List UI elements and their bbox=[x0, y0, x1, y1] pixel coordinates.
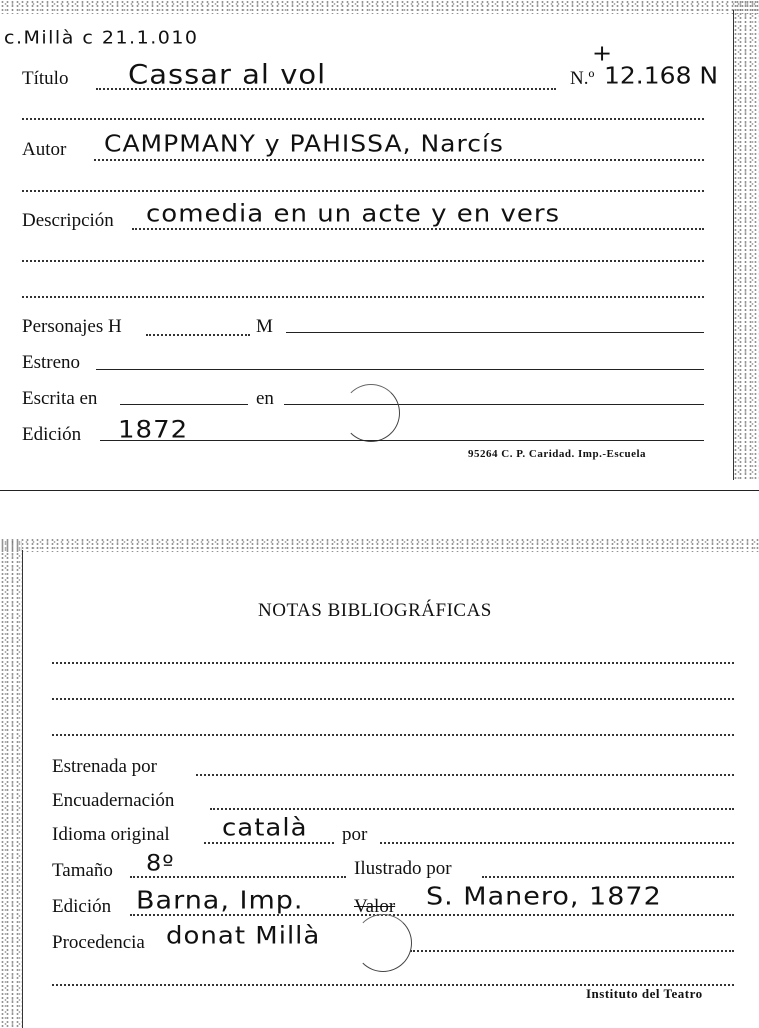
edicion2-value: Barna, Imp. bbox=[136, 886, 304, 915]
descripcion-value: comedia en un acte y en vers bbox=[146, 200, 561, 228]
autor-value: CAMPMANY y PAHISSA, Narcís bbox=[104, 130, 504, 157]
tamano-label: Tamaño bbox=[52, 860, 113, 881]
edicion-value: 1872 bbox=[118, 416, 189, 444]
autor-line bbox=[94, 159, 704, 161]
ilustrado-line bbox=[482, 876, 734, 878]
scan-edge-top bbox=[0, 0, 759, 14]
printer-imprint: 95264 C. P. Caridad. Imp.-Escuela bbox=[468, 448, 647, 460]
personajes-m-line bbox=[286, 332, 704, 333]
escrita-line bbox=[120, 404, 248, 405]
procedencia-label: Procedencia bbox=[52, 932, 145, 953]
titulo-line-2 bbox=[22, 118, 704, 120]
card1-right-border bbox=[733, 10, 734, 480]
idioma-por-label: por bbox=[342, 824, 368, 845]
encuadernacion-label: Encuadernación bbox=[52, 790, 175, 811]
edicion-label: Edición bbox=[22, 424, 82, 445]
procedencia-line bbox=[410, 950, 734, 952]
personajes-h-line bbox=[146, 334, 250, 336]
estrenada-line bbox=[196, 774, 734, 776]
autor-line-2 bbox=[22, 190, 704, 192]
edicion2-line bbox=[130, 914, 734, 916]
ilustrado-label: Ilustrado por bbox=[354, 858, 452, 879]
edicion2-label: Edición bbox=[52, 896, 112, 917]
scan-edge-right bbox=[733, 0, 759, 480]
escrita-en-label: en bbox=[256, 388, 274, 409]
descripcion-line bbox=[132, 228, 704, 230]
valor-label: Valor bbox=[354, 896, 396, 917]
punch-hole-card2 bbox=[354, 914, 412, 972]
estreno-label: Estreno bbox=[22, 352, 81, 373]
idioma-line bbox=[204, 842, 334, 844]
numero-label: N.º bbox=[570, 68, 595, 89]
card1-bottom-edge bbox=[0, 490, 759, 491]
descripcion-line-3 bbox=[22, 296, 704, 298]
personajes-m-label: M bbox=[256, 316, 273, 337]
encuadernacion-line bbox=[210, 808, 734, 810]
card2-left-border bbox=[22, 550, 23, 1028]
catalog-mark: c.Millà c 21.1.010 bbox=[4, 27, 199, 48]
autor-label: Autor bbox=[22, 139, 67, 160]
notas-heading: NOTAS BIBLIOGRÁFICAS bbox=[258, 600, 492, 621]
tamano-value: 8º bbox=[146, 850, 175, 876]
scan-edge-top-card2 bbox=[0, 538, 759, 552]
titulo-line bbox=[96, 88, 556, 90]
estreno-line bbox=[96, 369, 704, 370]
numero-value: 12.168 N bbox=[604, 62, 719, 89]
tamano-line bbox=[130, 876, 346, 878]
titulo-label: Título bbox=[22, 68, 69, 89]
valor-value: S. Manero, 1872 bbox=[426, 882, 662, 911]
procedencia-value: donat Millà bbox=[166, 922, 321, 950]
escrita-label: Escrita en bbox=[22, 388, 98, 409]
punch-hole-card1 bbox=[342, 384, 400, 442]
idioma-por-line bbox=[380, 842, 734, 844]
notas-line-3 bbox=[52, 734, 734, 736]
titulo-value: Cassar al vol bbox=[128, 58, 327, 90]
numero-cross: + bbox=[592, 40, 614, 66]
notas-line-2 bbox=[52, 698, 734, 700]
personajes-label: Personajes H bbox=[22, 316, 122, 337]
estrenada-label: Estrenada por bbox=[52, 756, 157, 777]
descripcion-line-2 bbox=[22, 260, 704, 262]
descripcion-label: Descripción bbox=[22, 210, 114, 231]
idioma-value: català bbox=[222, 814, 308, 842]
idioma-label: Idioma original bbox=[52, 824, 170, 845]
edicion-line bbox=[100, 440, 704, 441]
scan-edge-left-card2 bbox=[0, 540, 22, 1028]
notas-line-1 bbox=[52, 662, 734, 664]
institution-imprint: Instituto del Teatro bbox=[586, 986, 703, 1001]
